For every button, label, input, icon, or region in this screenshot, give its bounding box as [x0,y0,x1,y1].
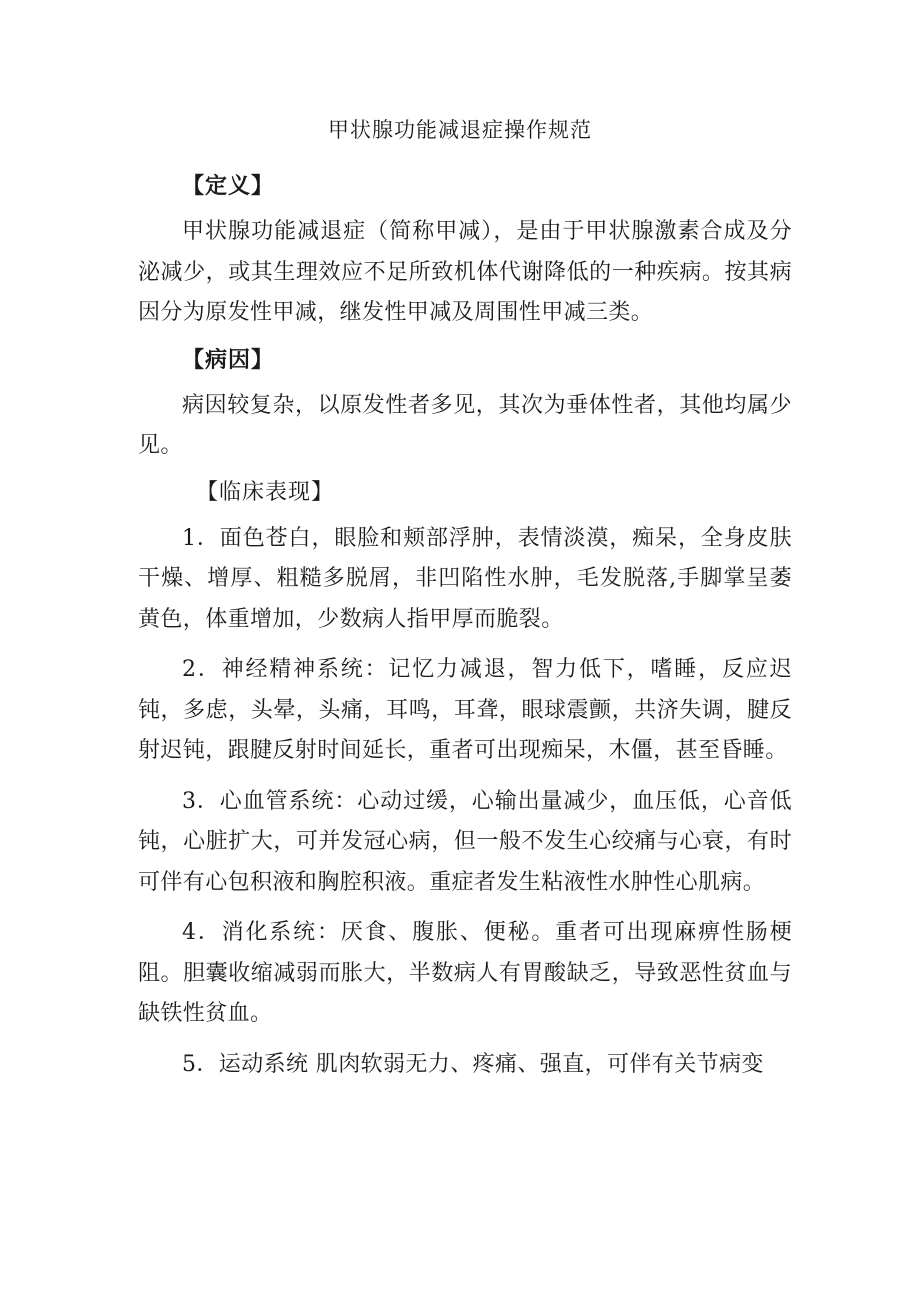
paragraph-clinical-4: 4．消化系统：厌食、腹胀、便秘。重者可出现麻痹性肠梗阻。胆囊收缩减弱而胀大，半数病人有胃酸缺乏，导致恶性贫血与缺铁性贫血。 [138,920,792,1026]
paragraph-etiology: 病因较复杂，以原发性者多见，其次为垂体性者，其他均属少见。 [138,392,792,458]
section-heading-definition: 【定义】 [182,173,275,199]
section-heading-etiology: 【病因】 [182,346,275,373]
paragraph-definition: 甲状腺功能减退症（简称甲减），是由于甲状腺激素合成及分泌减少，或其生理效应不足所致机体代谢降低的一种疾病。按其病因分为原发性甲减，继发性甲减及周围性甲减三类。 [138,219,792,325]
paragraph-clinical-2: 2．神经精神系统：记忆力减退，智力低下，嗜睡，反应迟钝，多虑，头晕，头痛，耳鸣，耳聋，眼球震颤，共济失调，腱反射迟钝，跟腱反射时间延长，重者可出现痴呆，木僵，甚至昏睡。 [138,657,792,763]
section-heading-clinical: 【临床表现】 [196,479,335,505]
document-body [138,170,792,1095]
paragraph-clinical-1: 1．面色苍白，眼脸和颊部浮肿，表情淡漠，痴呆，全身皮肤干燥、增厚、粗糙多脱屑，非凹陷性水肿，毛发脱落,手脚掌呈萎黄色，体重增加，少数病人指甲厚而脆裂。 [138,525,792,632]
paragraph-clinical-3: 3．心血管系统：心动过缓，心输出量减少，血压低，心音低钝，心脏扩大，可并发冠心病，但一般不发生心绞痛与心衰，有时可伴有心包积液和胸腔积液。重症者发生粘液性水肿性心肌病。 [138,788,792,895]
page-title: 甲状腺功能减退症操作规范 [328,118,592,142]
paragraph-clinical-5: 5．运动系统 肌肉软弱无力、疼痛、强直，可伴有关节病变 [182,1051,764,1077]
